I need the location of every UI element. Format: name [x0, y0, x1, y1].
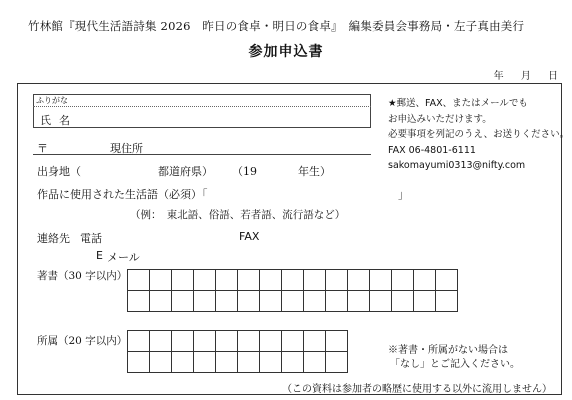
- affiliation-grid-cell[interactable]: [282, 352, 304, 373]
- info-line-2: お申込みいただけます。: [388, 113, 492, 125]
- page-title: 参加申込書: [248, 44, 324, 60]
- book-grid-cell[interactable]: [326, 291, 348, 312]
- book-grid-cell[interactable]: [194, 291, 216, 312]
- contact-label: 連絡先: [37, 232, 70, 245]
- book-grid-cell[interactable]: [260, 270, 282, 291]
- book-grid-cell[interactable]: [150, 270, 172, 291]
- phone-label: 電話: [80, 232, 102, 245]
- fax-label: FAX: [239, 230, 260, 243]
- email-prefix: E: [96, 249, 103, 262]
- affiliation-grid-cell[interactable]: [150, 331, 172, 352]
- affiliation-grid-cell[interactable]: [172, 352, 194, 373]
- affiliation-grid-cell[interactable]: [238, 352, 260, 373]
- furigana-label: ふりがな: [36, 96, 68, 105]
- grid-note: [388, 344, 520, 372]
- book-grid-cell[interactable]: [436, 270, 458, 291]
- email-address[interactable]: sakomayumi0313@nifty.com: [388, 160, 526, 171]
- postal-mark: 〒: [37, 142, 48, 155]
- affiliation-grid-cell[interactable]: [326, 331, 348, 352]
- affiliation-grid-cell[interactable]: [326, 352, 348, 373]
- book-grid-cell[interactable]: [172, 291, 194, 312]
- email-label: メール: [107, 251, 140, 264]
- book-grid-cell[interactable]: [326, 270, 348, 291]
- affiliation-grid-cell[interactable]: [304, 352, 326, 373]
- name-label: 氏名: [40, 114, 78, 127]
- affiliation-grid-cell[interactable]: [304, 331, 326, 352]
- date-field[interactable]: 年 月 日: [493, 71, 558, 82]
- affiliation-grid-cell[interactable]: [216, 331, 238, 352]
- affiliation-grid-cell[interactable]: [260, 331, 282, 352]
- furigana-divider: [33, 106, 371, 107]
- book-grid-cell[interactable]: [370, 291, 392, 312]
- affiliation-grid-cell[interactable]: [216, 352, 238, 373]
- book-grid-cell[interactable]: [128, 270, 150, 291]
- book-grid-cell[interactable]: [392, 270, 414, 291]
- address-line[interactable]: [33, 154, 371, 155]
- header-text: 竹林館『現代生活語詩集 2026 昨日の食卓・明日の食卓』 編集委員会事務局・左子真由美行: [28, 19, 525, 33]
- book-grid-cell[interactable]: [392, 291, 414, 312]
- book-grid-cell[interactable]: [348, 270, 370, 291]
- birth-year-close: 年生）: [298, 165, 331, 178]
- submission-info: [388, 96, 569, 174]
- affiliation-grid-cell[interactable]: [194, 352, 216, 373]
- dialect-close: 」: [398, 188, 409, 201]
- prefecture-label: 都道府県）: [158, 165, 213, 178]
- affiliation-grid-cell[interactable]: [128, 331, 150, 352]
- book-grid-cell[interactable]: [370, 270, 392, 291]
- book-grid-cell[interactable]: [304, 291, 326, 312]
- footer-note: （この資料は参加者の略歴に使用する以外に流用しません）: [282, 384, 552, 395]
- affiliation-grid[interactable]: [127, 330, 348, 373]
- book-grid-cell[interactable]: [282, 291, 304, 312]
- affiliation-grid-cell[interactable]: [282, 331, 304, 352]
- dialect-example: （例： 東北語、俗語、若者語、流行語など）: [130, 209, 346, 221]
- book-grid-cell[interactable]: [260, 291, 282, 312]
- info-line-1: ★郵送、FAX、またはメールでも: [388, 98, 528, 109]
- book-grid-cell[interactable]: [414, 291, 436, 312]
- book-grid-row: [128, 270, 458, 291]
- affiliation-grid-cell[interactable]: [194, 331, 216, 352]
- affiliation-grid-row: [128, 331, 348, 352]
- book-grid-cell[interactable]: [414, 270, 436, 291]
- book-grid-cell[interactable]: [238, 291, 260, 312]
- note-line-2: 「なし」とご記入ください。: [390, 359, 520, 370]
- book-grid-cell[interactable]: [216, 270, 238, 291]
- address-label: 現住所: [110, 142, 143, 155]
- birth-year-open: （19: [232, 165, 257, 178]
- dialect-label: 作品に使用された生活語（必須）「: [37, 188, 208, 201]
- birthplace-label: 出身地（: [37, 165, 81, 178]
- affiliation-grid-cell[interactable]: [172, 331, 194, 352]
- book-grid-cell[interactable]: [348, 291, 370, 312]
- note-line-1: ※著書・所属がない場合は: [388, 345, 508, 356]
- book-grid-cell[interactable]: [172, 270, 194, 291]
- book-grid-cell[interactable]: [128, 291, 150, 312]
- affiliation-grid-cell[interactable]: [128, 352, 150, 373]
- book-grid-cell[interactable]: [150, 291, 172, 312]
- book-grid-cell[interactable]: [194, 270, 216, 291]
- affiliation-grid-cell[interactable]: [260, 352, 282, 373]
- book-grid-cell[interactable]: [238, 270, 260, 291]
- book-grid[interactable]: [127, 269, 458, 312]
- book-grid-cell[interactable]: [282, 270, 304, 291]
- info-line-3: 必要事項を列記のうえ、お送りください。: [388, 129, 570, 140]
- book-grid-cell[interactable]: [216, 291, 238, 312]
- book-label: 著書（30 字以内）: [37, 270, 128, 282]
- affiliation-label: 所属（20 字以内）: [37, 335, 128, 347]
- affiliation-grid-row: [128, 352, 348, 373]
- affiliation-grid-cell[interactable]: [150, 352, 172, 373]
- book-grid-cell[interactable]: [436, 291, 458, 312]
- fax-number: FAX 06-4801-6111: [388, 144, 476, 156]
- book-grid-row: [128, 291, 458, 312]
- name-box[interactable]: [33, 94, 371, 128]
- affiliation-grid-cell[interactable]: [238, 331, 260, 352]
- book-grid-cell[interactable]: [304, 270, 326, 291]
